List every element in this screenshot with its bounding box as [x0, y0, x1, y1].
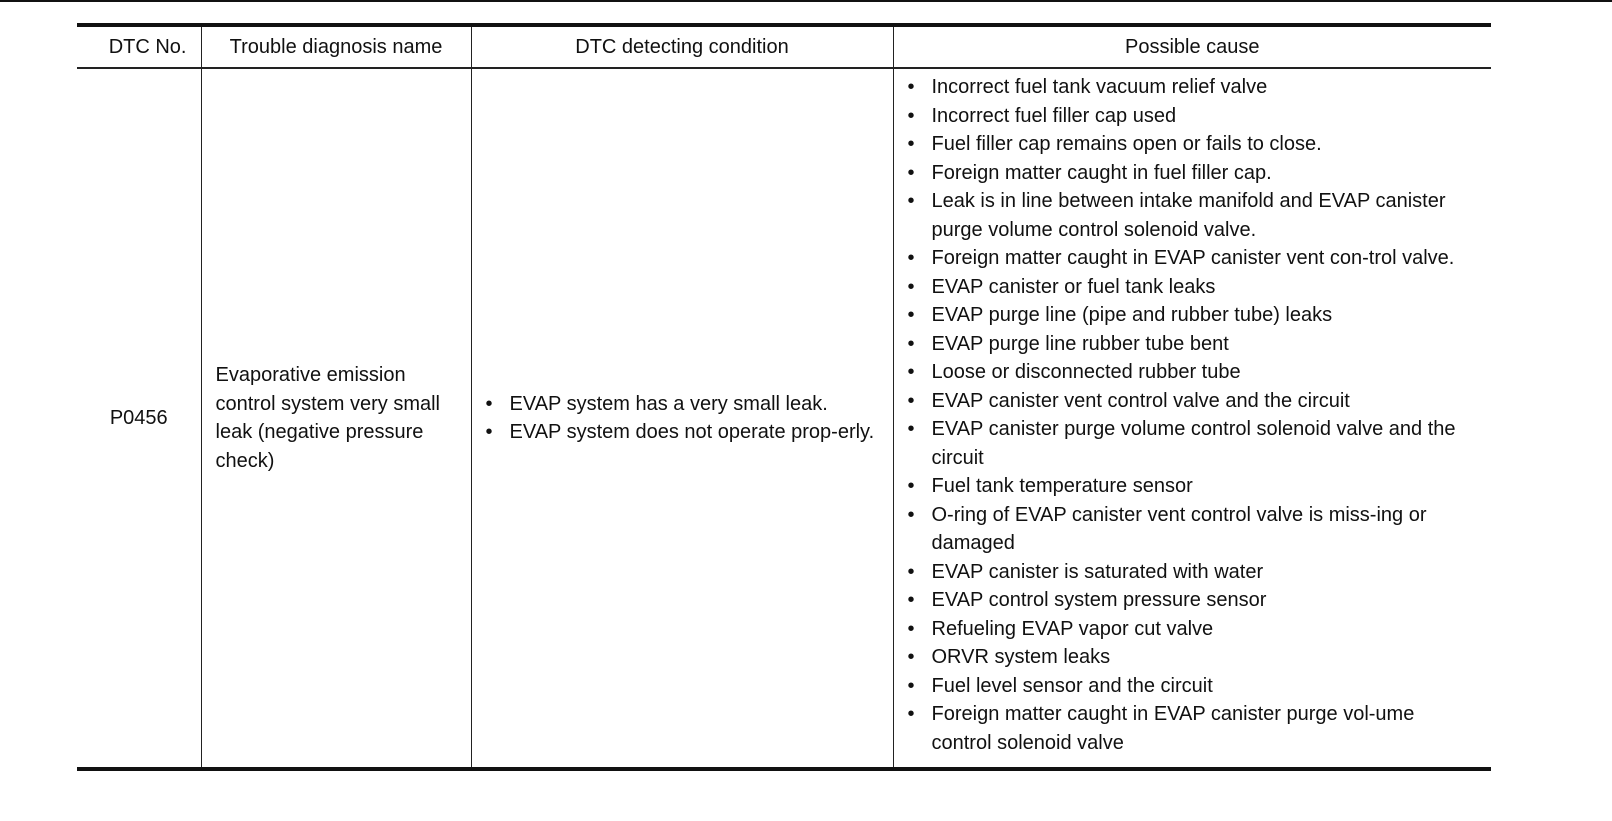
cause-item: • Foreign matter caught in EVAP canister vent con-trol valve. [908, 244, 1478, 273]
header-trouble-diagnosis-name: Trouble diagnosis name [201, 25, 471, 68]
page-top-rule [0, 0, 1612, 2]
table-row [77, 68, 1491, 769]
cause-item: • Fuel filler cap remains open or fails to close. [908, 130, 1478, 159]
cause-item: • Refueling EVAP vapor cut valve [908, 615, 1478, 644]
detecting-condition [471, 68, 893, 769]
cause-item: • EVAP canister vent control valve and the circuit [908, 387, 1478, 416]
cause-item: • EVAP canister or fuel tank leaks [908, 273, 1478, 302]
cause-item: • Foreign matter caught in fuel filler cap. [908, 159, 1478, 188]
cause-item: • EVAP purge line (pipe and rubber tube) leaks [908, 301, 1478, 330]
cause-item: • Loose or disconnected rubber tube [908, 358, 1478, 387]
condition-item: • EVAP system has a very small leak. [486, 390, 879, 419]
possible-cause [893, 68, 1491, 769]
cause-item: • EVAP canister is saturated with water [908, 558, 1478, 587]
cause-item: • Foreign matter caught in EVAP canister purge vol-ume control solenoid valve [908, 700, 1478, 757]
dtc-table [77, 23, 1491, 771]
header-detecting-condition: DTC detecting condition [471, 25, 893, 68]
cause-item: • Fuel tank temperature sensor [908, 472, 1478, 501]
cause-item: • EVAP canister purge volume control solenoid valve and the circuit [908, 415, 1478, 472]
cause-item: • ORVR system leaks [908, 643, 1478, 672]
condition-item: • EVAP system does not operate prop-erly. [486, 418, 879, 447]
header-possible-cause: Possible cause [893, 25, 1491, 68]
header-dtc-no: DTC No. [77, 25, 201, 68]
dtc-number: P0456 [77, 68, 201, 769]
cause-item: • EVAP purge line rubber tube bent [908, 330, 1478, 359]
table-header-row [77, 25, 1491, 68]
cause-list [908, 73, 1478, 757]
cause-item: • Leak is in line between intake manifold and EVAP canister purge volume control solenoid valve. [908, 187, 1478, 244]
condition-list [486, 390, 879, 447]
cause-item: • Fuel level sensor and the circuit [908, 672, 1478, 701]
cause-item: • EVAP control system pressure sensor [908, 586, 1478, 615]
diagnosis-name: Evaporative emission control system very small leak (negative pressure check) [201, 68, 471, 769]
cause-item: • O-ring of EVAP canister vent control valve is miss-ing or damaged [908, 501, 1478, 558]
cause-item: • Incorrect fuel filler cap used [908, 102, 1478, 131]
cause-item: • Incorrect fuel tank vacuum relief valve [908, 73, 1478, 102]
